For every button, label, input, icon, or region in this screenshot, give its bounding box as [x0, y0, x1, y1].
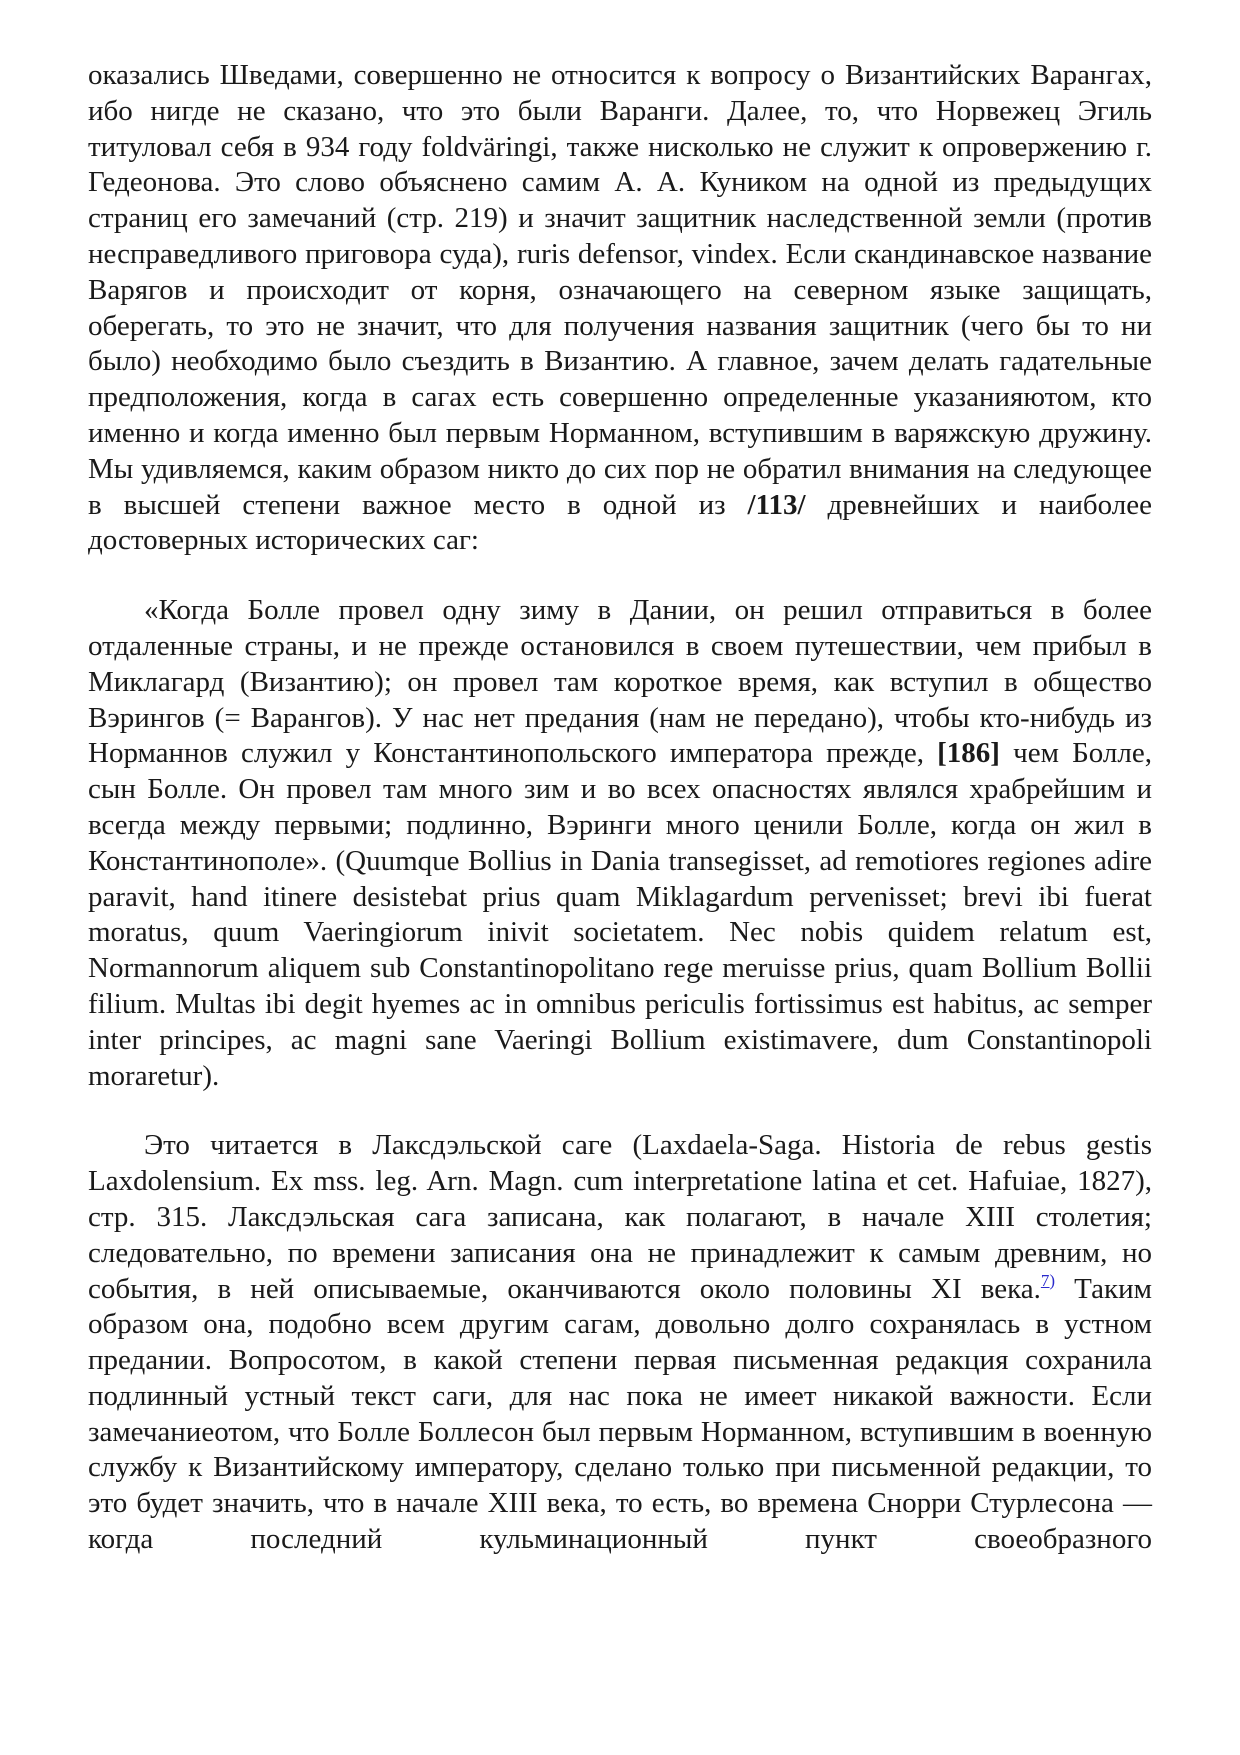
- paragraph-2-quotation: [88, 593, 1152, 1094]
- paragraph-2-text-end: чем Болле, сын Болле. Он провел там много зим и во всех опасностях являлся храбрейшим и всегда между первыми; подлинно, Вэринги много ценили Болле, когда он жил в Константинополе». (Quumque Bollius in Dania transegisset, ad remotiores regiones adire paravit, hand itinere desistebat prius quam Miklagardum pervenisset; brevi ibi fuerat moratus, quum Vaeringiorum inivit societatem. Nec nobis quidem relatum est, Normannorum aliquem sub Constantinopolitano rege meruisse prius, quam Bollium Bollii filium. Multas ibi degit hyemes ac in omnibus periculis fortissimus est habitus, ac semper inter principes, ac magni sane Vaeringi Bollium existimavere, dum Constantinopoli moraretur).: [88, 737, 1152, 1092]
- footnote-link[interactable]: 7): [1040, 1270, 1056, 1290]
- page-marker-113: /113/: [747, 488, 806, 521]
- paragraph-2-text: «Когда Болле провел одну зиму в Дании, он решил отправиться в более отдаленные страны, и не прежде остановился в своем путешествии, чем прибыл в Миклагард (Византию); он провел там короткое время, как вступил в общество Вэрингов (= Варангов). У нас нет предания (нам не передано), чтобы кто-нибудь из Норманнов служил у Константинопольского императора прежде,: [88, 594, 1152, 770]
- paragraph-1-text-end: древнейших и наиболее достоверных исторических саг:: [88, 488, 1152, 557]
- document-page: [88, 58, 1152, 1558]
- paragraph-1: [88, 58, 1152, 559]
- page-marker-186: [186]: [937, 737, 1000, 770]
- paragraph-1-text: оказались Шведами, совершенно не относится к вопросу о Византийских Варангах, ибо нигде не сказано, что это были Варанги. Далее, то, что Норвежец Эгиль титуловал себя в 934 году foldväringi, также нисколько не служит к опровержению г. Гедеонова. Это слово объяснено самим А. А. Куником на одной из предыдущих страниц его замечаний (стр. 219) и значит защитник наследственной земли (против несправедливого приговора суда), ruris defensor, vindex. Если скандинавское название Варягов и происходит от корня, означающего на северном языке защищать, оберегать, то это не значит, что для получения названия защитник (чего бы то ни было) необходимо было съездить в Византию. А главное, зачем делать гадательные предположения, когда в сагах есть совершенно определенные указанияютом, кто именно и когда именно был первым Норманном, вступившим в варяжскую дружину. Мы удивляемся, каким образом никто до сих пор не обратил внимания на следующее в высшей степени важное место в одной из: [88, 59, 1152, 521]
- paragraph-gap: [88, 1094, 1152, 1128]
- paragraph-3: [88, 1128, 1152, 1558]
- paragraph-3-text: Это читается в Лаксдэльской саге (Laxdaela-Saga. Historia de rebus gestis Laxdolensium. Ex mss. leg. Arn. Magn. cum interpretatione latina et cet. Hafuiae, 1827), стр. 315. Лаксдэльская сага записана, как полагают, в начале XIII столетия; следовательно, по времени записания она не принадлежит к самым древним, но события, в ней описываемые, оканчиваются около половины XI века.: [88, 1129, 1152, 1305]
- paragraph-3-text-end: Таким образом она, подобно всем другим сагам, довольно долго сохранялась в устном предании. Вопросотом, в какой степени первая письменная редакция сохранила подлинный устный текст саги, для нас пока не имеет никакой важности. Если замечаниеотом, что Болле Боллесон был первым Норманном, вступившим в военную службу к Византийскому императору, сделано только при письменной редакции, то это будет значить, что в начале XIII века, то есть, во времена Снорри Стурлесона — когда последний кульминационный пункт своеобразного: [88, 1272, 1152, 1556]
- paragraph-gap: [88, 559, 1152, 593]
